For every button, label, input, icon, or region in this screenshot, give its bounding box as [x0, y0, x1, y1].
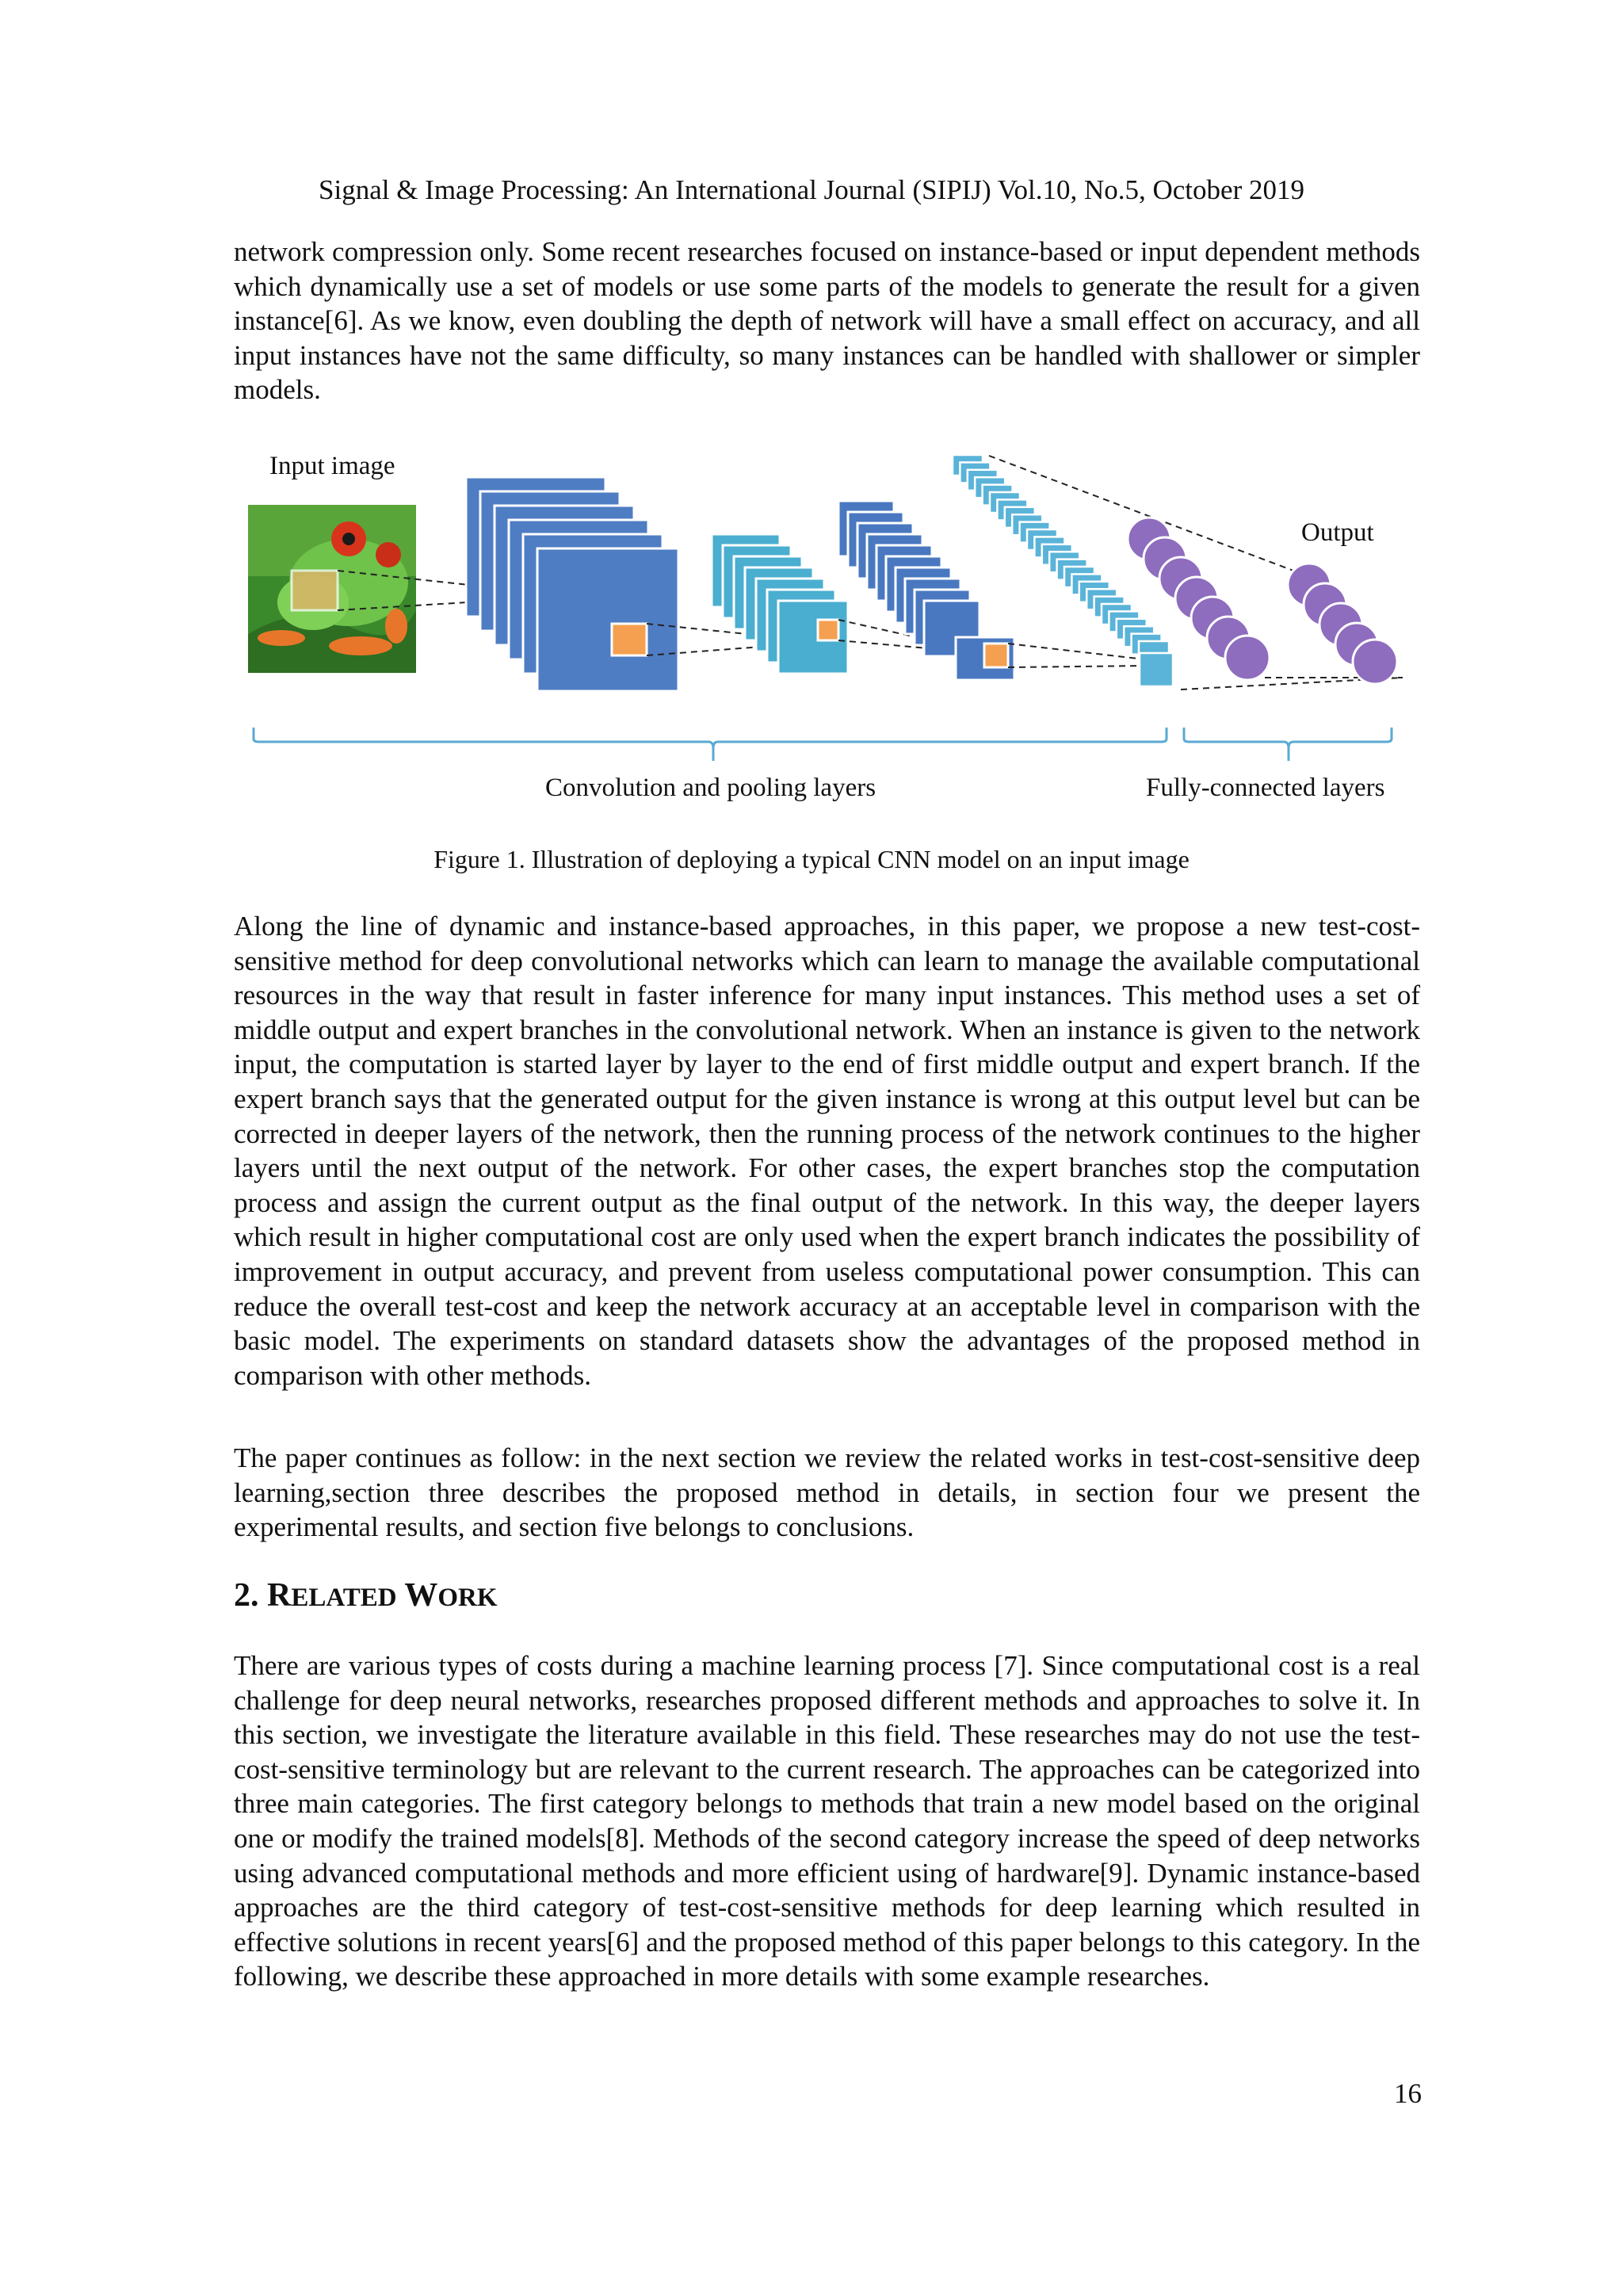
cnn-figure [0, 0, 1623, 840]
input-image [248, 505, 416, 673]
paragraph-proposed-method: Along the line of dynamic and instance-based approaches, in this paper, we propose a new test-cost-sensitive method for deep convolutional networks which can learn to manage the available computational resources in the way that result in faster inference for many input instances. This method uses a set of middle output and expert branches in the convolutional network. When an instance is given to the network input, the computation is started layer by layer to the end of first middle output and expert branch. If the expert branch says that the generated output for the given instance is wrong at this output level but can be corrected in deeper layers of the network, then the running process of the network continues to the higher layers until the next output of the network. For other cases, the expert branches stop the computation process and assign the current output as the final output of the network. In this way, the deeper layers which result in higher computational cost are only used when the expert branch indicates the possibility of improvement in output accuracy, and prevent from useless computational power consumption. This can reduce the overall test-cost and keep the network accuracy at an acceptable level in comparison with the basic model. The experiments on standard datasets show the advantages of the proposed method in comparison with other methods. [234, 911, 1420, 1391]
section-title-cap-2: W [404, 1577, 438, 1614]
page-number: 16 [1394, 2078, 1422, 2109]
section-title-rest-1: ELATED [291, 1584, 397, 1612]
figure-caption: Figure 1. Illustration of deploying a typical CNN model on an input image [433, 845, 1190, 873]
section-heading-related-work [234, 1573, 498, 1620]
section-title-rest-2: ORK [437, 1584, 498, 1612]
section-number: 2. [234, 1577, 259, 1614]
paragraph-related-work: There are various types of costs during a machine learning process [7]. Since computational cost is a real challenge for deep neural networks, researches proposed different methods and approaches to solve it. In this section, we investigate the literature available in this field. These researches may do not use the test-cost-sensitive terminology but are relevant to the current research. The approaches can be categorized into three main categories. The first category belongs to methods that train a new model based on the original one or modify the trained models[8]. Methods of the second category increase the speed of deep networks using advanced computational methods and more efficient using of hardware[9]. Dynamic instance-based approaches are the third category of test-cost-sensitive methods for deep learning which resulted in effective solutions in recent years[6] and the proposed method of this paper belongs to this category. In the following, we describe these approached in more details with some example researches. [234, 1650, 1420, 1992]
fc-layers-label: Fully-connected layers [1146, 774, 1385, 802]
section-title-cap-1: R [267, 1577, 292, 1614]
output-label: Output [1301, 518, 1374, 547]
paragraph-intro-end: network compression only. Some recent researches focused on instance-based or input dependent methods which dynamically use a set of models or use some parts of the models to generate the result for a given instance[6]. As we know, even doubling the depth of network will have a small effect on accuracy, and all input instances have not the same difficulty, so many instances can be handled with shallower or simpler models. [234, 236, 1420, 406]
paragraph-paper-outline: The paper continues as follow: in the next section we review the related works in test-cost-sensitive deep learning,section three describes the proposed method in details, in section four we present the experimental results, and section five belongs to conclusions. [234, 1442, 1420, 1543]
input-image-label: Input image [269, 452, 395, 480]
conv-layers-label: Convolution and pooling layers [545, 774, 876, 802]
running-header: Signal & Image Processing: An International Journal (SIPIJ) Vol.10, No.5, October 2019 [319, 174, 1304, 205]
conv-feature-map-final [1140, 653, 1173, 686]
